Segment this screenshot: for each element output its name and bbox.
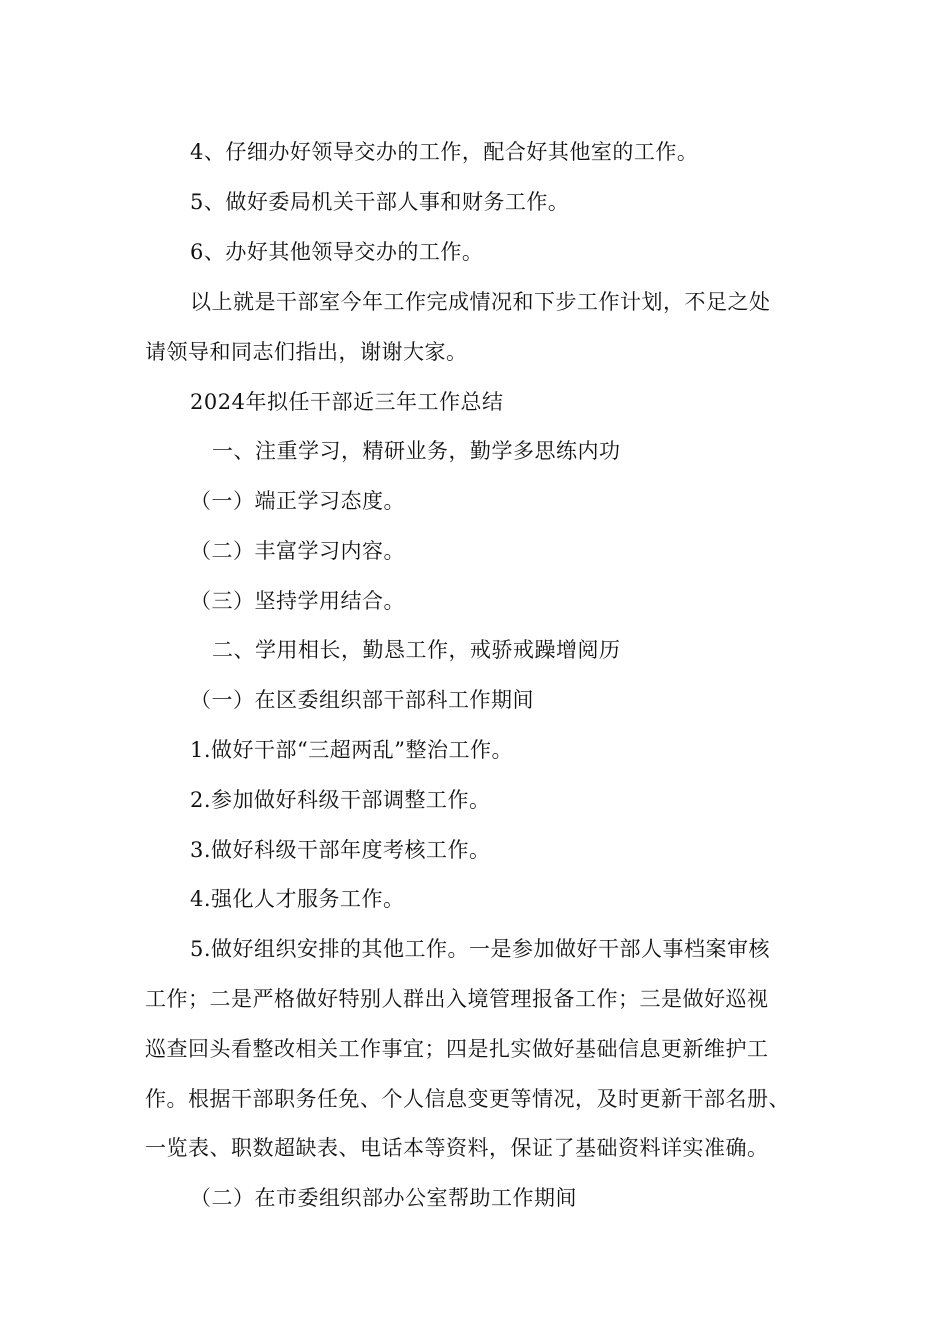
heading-level-1: 一、注重学习，精研业务，勤学多思练内功 (212, 439, 621, 463)
subheading: （二）在市委组织部办公室帮助工作期间 (190, 1186, 577, 1210)
subheading: （三）坚持学用结合。 (190, 589, 405, 613)
text-line: 6、办好其他领导交办的工作。 (190, 240, 484, 264)
list-item: 1.做好干部“三超两乱”整治工作。 (190, 738, 514, 762)
section-title: 2024年拟任干部近三年工作总结 (190, 390, 504, 414)
text-line: 工作；二是严格做好特别人群出入境管理报备工作；三是做好巡视 (145, 987, 769, 1011)
text-line: 5、做好委局机关干部人事和财务工作。 (190, 190, 570, 214)
heading-level-1: 二、学用相长，勤恳工作，戒骄戒躁增阅历 (212, 638, 621, 662)
subheading: （二）丰富学习内容。 (190, 539, 405, 563)
list-item: 3.做好科级干部年度考核工作。 (190, 838, 491, 862)
text-line: 请领导和同志们指出，谢谢大家。 (145, 340, 468, 364)
text-line: 巡查回头看整改相关工作事宜；四是扎实做好基础信息更新维护工 (145, 1037, 769, 1061)
text-line: 以上就是干部室今年工作完成情况和下步工作计划，不足之处 (190, 290, 771, 314)
subheading: （一）在区委组织部干部科工作期间 (190, 688, 534, 712)
list-item: 2.参加做好科级干部调整工作。 (190, 788, 491, 812)
text-line: 一览表、职数超缺表、电话本等资料，保证了基础资料详实准确。 (145, 1136, 769, 1160)
text-line: 4、仔细办好领导交办的工作，配合好其他室的工作。 (190, 140, 699, 164)
subheading: （一）端正学习态度。 (190, 489, 405, 513)
list-item: 4.强化人才服务工作。 (190, 887, 405, 911)
text-line: 作。根据干部职务任免、个人信息变更等情况，及时更新干部名册、 (145, 1087, 790, 1111)
list-item: 5.做好组织安排的其他工作。一是参加做好干部人事档案审核 (190, 937, 771, 961)
